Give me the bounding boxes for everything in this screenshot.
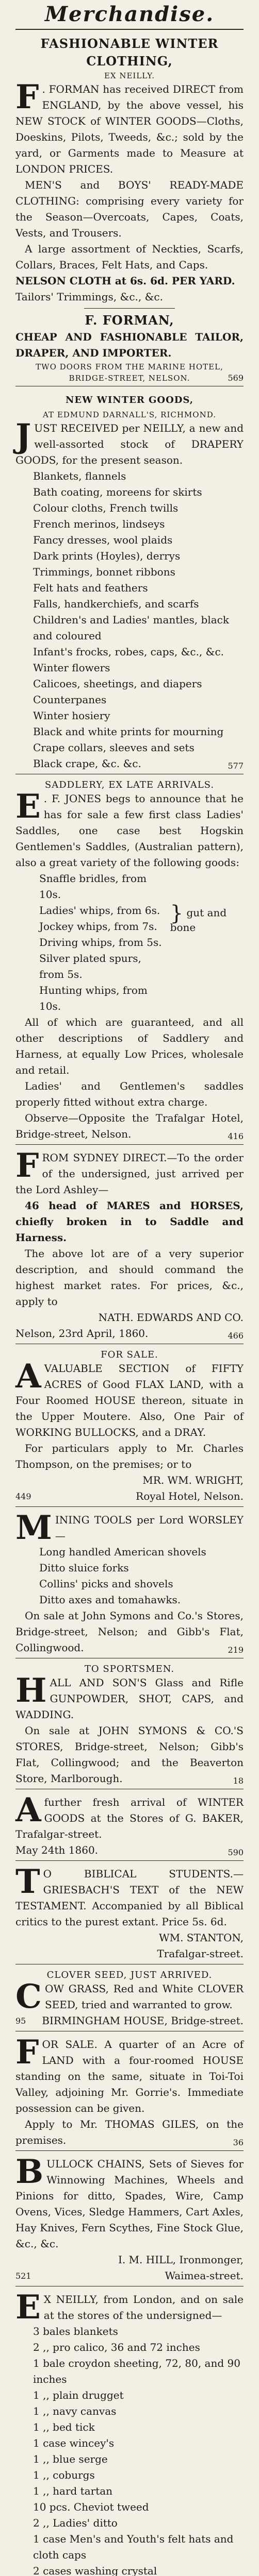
list-item: Snaffle bridles, from 10s. (39, 872, 147, 901)
brace-note: gut and bone (170, 906, 227, 934)
ad-text: O BIBLICAL STUDENTS.— GRIESBACH'S TEXT of the NEW TESTAMENT. Accompanied by all Biblical critics to the purest extant. Price 5s. 6d. (15, 1868, 244, 1928)
divider (15, 1860, 244, 1861)
ad-signature: CHEAP AND FASHIONABLE TAILOR, DRAPER, AND IMPORTER. (15, 331, 244, 359)
list-item: Colour cloths, French twills (33, 502, 179, 514)
list-item: Driving whips, from 5s. (39, 936, 162, 948)
divider (15, 1144, 244, 1145)
ad-text: INING TOOLS per Lord WORSLEY— (55, 1514, 244, 1542)
ad-signature: Royal Hotel, Nelson. (136, 1490, 244, 1502)
drop-cap: B (15, 2153, 44, 2191)
list-item: Calicoes, sheetings, and diapers (33, 677, 202, 690)
drop-cap: H (15, 1671, 47, 1710)
drop-cap: E (15, 787, 41, 826)
brace-icon: } (170, 901, 184, 925)
ad-text: further fresh arrival of WINTER GOODS at the Stores of G. BAKER, Trafalgar-street. (15, 1796, 244, 1840)
ad-text: UST RECEIVED per NEILLY, a new and well-assorted stock of DRAPERY GOODS, for the present season. (15, 422, 244, 466)
list-item: 1 ,, navy canvas (33, 2405, 117, 2417)
goods-list (15, 2324, 244, 2576)
drop-cap: F (15, 78, 39, 116)
ad-text: . FORMAN has received DIRECT from ENGLAND, by the above vessel, his NEW STOCK of WINTER GOODS—Cloths, Doeskins, Pilots, Tweeds, &c.; sold by the yard, or Garments made to Measure at LONDON PRICES. (15, 83, 244, 175)
goods-list (15, 1544, 244, 1608)
list-item: 2 ,, pro calico, 36 and 72 inches (33, 2341, 200, 2353)
list-item: 1 bale croydon sheeting, 72, 80, and 90 inches (33, 2357, 240, 2385)
ad-hall (15, 1660, 244, 1787)
ad-address: TWO DOORS FROM THE MARINE HOTEL, (36, 362, 223, 371)
ad-signature: Trafalgar-street. (157, 1947, 244, 1960)
ad-mining (15, 1509, 244, 1656)
ad-signature: F. FORMAN, (85, 313, 174, 328)
ad-forman (15, 32, 244, 384)
list-item: Ditto sluice forks (39, 1562, 129, 1574)
list-item: 3 bales blankets (33, 2325, 118, 2337)
ad-baker (15, 1791, 244, 1858)
ad-text: . F. JONES begs to announce that he has for sale a few first class Ladies' Saddles, one case best Hogskin Gentlemen's Saddles, (Australian pattern), also a great variety of the following goods: (15, 792, 244, 869)
list-item: 1 ,, hard tartan (33, 2485, 113, 2497)
ad-section (15, 1346, 244, 1504)
ad-text: On sale at John Symons and Co.'s Stores, Bridge-street, Nelson; and Gibb's Flat, Collingwood. (15, 1609, 244, 1654)
ad-number: 416 (228, 1131, 244, 1141)
list-item: 1 case Men's and Youth's felt hats and cloth caps (33, 2533, 234, 2561)
ad-signature: WM. STANTON, (159, 1931, 244, 1944)
ad-number: 466 (228, 1331, 244, 1341)
drop-cap: T (15, 1862, 40, 1901)
list-item: Black and white prints for mourning (33, 725, 224, 738)
divider (15, 2150, 244, 2151)
list-item: Ladies' whips, from 6s. (39, 904, 160, 917)
ad-text: OR SALE. A quarter of an Acre of LAND with a four-roomed HOUSE standing on the same, situate in Toi-Toi Valley, adjoining Mr. Gorrie's. Immediate possession can be given. (15, 2038, 244, 2114)
list-item: 1 ,, blue serge (33, 2453, 108, 2465)
divider (15, 29, 244, 30)
ad-text: VALUABLE SECTION of FIFTY ACRES of Good FLAX LAND, with a Four Roomed HOUSE thereon, situate in the Upper Moutere. Also, One Pair of WORKING BULLOCKS, and a DRAY. (15, 1362, 244, 1438)
ad-text: ROM SYDNEY DIRECT.—To the order of the undersigned, just arrived per the Lord Ashley— (15, 1151, 244, 1196)
ad-signature: NATH. EDWARDS AND CO. (98, 1311, 244, 1324)
ad-text: ULLOCK CHAINS, Sets of Sieves for Winnowing Machines, Wheels and Pinions for ditto, Spades, Wire, Camp Ovens, Vices, Sledge Hammers, Cart Axles, Hay Knives, Fern Scythes, Fine Stock Glue, &c., &c. (15, 2158, 244, 2250)
divider (15, 1506, 244, 1507)
ad-text: Apply to Mr. THOMAS GILES, on the premises. (15, 2118, 244, 2146)
ad-number: 18 (233, 1776, 244, 1786)
drop-cap: A (15, 1791, 41, 1829)
list-item: Felt hats and feathers (33, 582, 148, 594)
list-item: 2 cases washing crystal (33, 2565, 157, 2576)
drop-cap: A (15, 1357, 41, 1396)
ad-clover (15, 1967, 244, 2029)
ad-date: May 24th 1860. (15, 1844, 99, 1856)
ad-biblical (15, 1863, 244, 1962)
ad-subheading: AT EDMUND DARNALL'S, RICHMOND. (43, 410, 216, 419)
drop-cap: F (15, 2033, 39, 2072)
ad-text: Tailors' Trimmings, &c., &c. (15, 291, 163, 303)
drop-cap: E (15, 2288, 41, 2327)
ad-heading: FASHIONABLE WINTER CLOTHING, (40, 36, 219, 69)
divider (84, 308, 175, 309)
ad-number: 590 (228, 1848, 244, 1857)
list-item: Winter flowers (33, 662, 110, 674)
list-item: French merinos, lindseys (33, 518, 165, 530)
list-item: Trimmings, bonnet ribbons (33, 566, 175, 578)
ad-number: 449 (15, 1492, 31, 1501)
list-item: 1 ,, coburgs (33, 2469, 95, 2481)
goods-list (15, 871, 167, 1014)
list-item: Infant's frocks, robes, caps, &c., &c. (33, 646, 224, 658)
ad-sydney (15, 1147, 244, 1342)
ad-number: 569 (228, 373, 244, 383)
ad-wilkie (15, 2289, 244, 2576)
ad-date: Nelson, 23rd April, 1860. (15, 1327, 149, 1340)
list-item: Children's and Ladies' mantles, black and coloured (33, 614, 229, 642)
list-item: 1 ,, bed tick (33, 2421, 95, 2433)
ad-heading: NEW WINTER GOODS, (65, 395, 194, 405)
list-item: Blankets, flannels (33, 470, 126, 482)
ad-heading: SADDLERY, EX LATE ARRIVALS. (44, 779, 215, 790)
ad-heading: FOR SALE. (101, 1349, 158, 1360)
ad-heading: CLOVER SEED, JUST ARRIVED. (46, 1970, 213, 1980)
goods-list (15, 468, 244, 772)
ad-text: Observe—Opposite the Trafalgar Hotel, Bridge-street, Nelson. (15, 1112, 244, 1140)
ad-text: All of which are guaranteed, and all other descriptions of Saddlery and Harness, at equally Low Prices, wholesale and retail. (15, 1016, 244, 1076)
list-item: 1 case wincey's (33, 2437, 115, 2449)
ad-signature: BIRMINGHAM HOUSE, Bridge-street. (42, 2014, 244, 2027)
list-item: Falls, handkerchiefs, and scarfs (33, 598, 199, 610)
ad-text: X NEILLY, from London, and on sale at the stores of the undersigned— (43, 2293, 244, 2321)
ad-text: ALL AND SON'S Glass and Rifle GUNPOWDER, SHOT, CAPS, and WADDING. (15, 1676, 244, 1721)
list-item: Bath coating, moreens for skirts (33, 486, 202, 498)
list-item: Jockey whips, from 7s. (39, 920, 157, 933)
list-item: 2 ,, Ladies' ditto (33, 2517, 118, 2529)
ad-text: The above lot are of a very superior description, and should command the highest market rates. For prices, &c., apply to (15, 1247, 244, 1308)
drop-cap: F (15, 1146, 39, 1185)
ad-giles (15, 2033, 244, 2148)
ad-text: A large assortment of Neckties, Scarfs, Collars, Braces, Felt Hats, and Caps. (15, 243, 244, 271)
ad-number: 36 (233, 2138, 244, 2147)
ad-text: MEN'S and BOYS' READY-MADE CLOTHING: comprising every variety for the Season—Overcoats, Capes, Coats, Vests, and Trousers. (15, 179, 244, 239)
ad-address: BRIDGE-STREET, NELSON. (69, 374, 190, 383)
drop-cap: M (15, 1509, 52, 1547)
list-item: Ditto axes and tomahawks. (39, 1594, 181, 1606)
list-item: Hunting whips, from 10s. (39, 984, 148, 1012)
ad-text: On sale at JOHN SYMONS & CO.'S STORES, Bridge-street, Nelson; Gibb's Flat, Collingwood; and the Beaverton Store, Marlborough. (15, 1724, 244, 1785)
ad-bullock (15, 2153, 244, 2284)
ad-number: 521 (15, 2271, 31, 2281)
list-item: Counterpanes (33, 693, 107, 706)
ad-subheading: EX NEILLY. (104, 71, 155, 80)
list-item: Dark prints (Hoyles), derrys (33, 550, 181, 562)
list-item: 1 ,, plain drugget (33, 2389, 124, 2401)
ad-signature: Waimea-street. (165, 2269, 244, 2282)
ad-signature: MR. WM. WRIGHT, (142, 1474, 244, 1486)
masthead: Merchandise. (44, 2, 215, 26)
list-item: Crape collars, sleeves and sets (33, 741, 195, 754)
list-item: Black crape, &c. &c. (33, 757, 141, 770)
ad-number: 577 (228, 761, 244, 771)
list-item: Fancy dresses, wool plaids (33, 534, 173, 546)
ad-number: 95 (15, 2016, 26, 2026)
ad-text: NELSON CLOTH at 6s. 6d. PER YARD. (15, 275, 235, 287)
list-item: 10 pcs. Cheviot tweed (33, 2501, 149, 2513)
ad-signature: I. M. HILL, Ironmonger, (118, 2253, 244, 2266)
list-item: Winter hosiery (33, 709, 110, 722)
ad-text: For particulars apply to Mr. Charles Thompson, on the premises; or to (15, 1442, 244, 1470)
ad-text: 46 head of MARES and HORSES, chiefly broken in to Saddle and Harness. (15, 1199, 244, 1244)
drop-cap: J (15, 417, 31, 455)
list-item: Long handled American shovels (39, 1546, 206, 1558)
ad-darnall (15, 388, 244, 772)
ad-heading: TO SPORTSMEN. (84, 1664, 175, 1674)
list-item: Silver plated spurs, from 5s. (39, 952, 141, 980)
ad-text: Ladies' and Gentlemen's saddles properly fitted without extra charge. (15, 1080, 244, 1108)
drop-cap: C (15, 1977, 42, 2016)
list-item: Collins' picks and shovels (39, 1578, 173, 1590)
ad-text: OW GRASS, Red and White CLOVER SEED, tried and warranted to grow. (44, 1982, 244, 2011)
ad-number: 219 (228, 1645, 244, 1655)
ad-jones (15, 776, 244, 1142)
